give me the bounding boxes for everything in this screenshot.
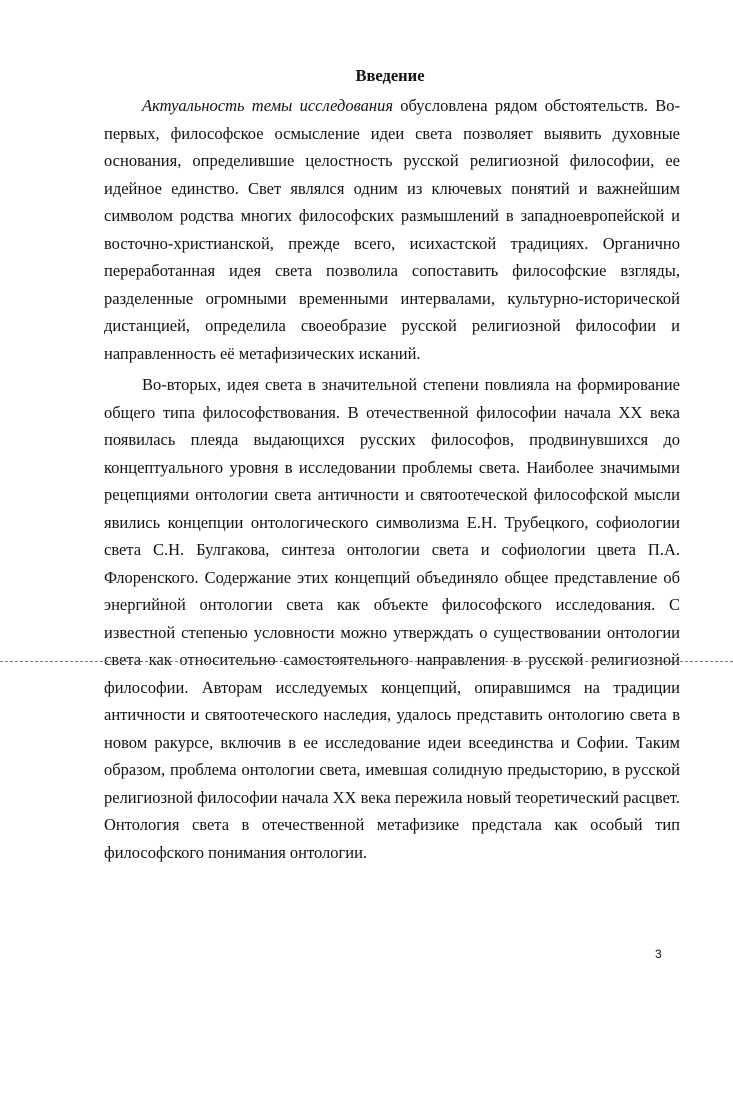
body-text xyxy=(104,92,680,866)
paragraph-1-text: обусловлена рядом обстоятельств. Во-первых, философское осмысление идеи света позволяет выявить духовные основания, определившие целостность русской религиозной философии, ее идейное единство. Свет являлся одним из ключевых понятий и важнейшим символом родства многих философских размышлений в западноевропейской и восточно-христианской, прежде всего, исихастской традициях. Органично переработанная идея света позволила сопоставить философские взгляды, разделенные огромными временными интервалами, культурно-исторической дистанцией, определила своеобразие русской религиозной философии и направленность её метафизических исканий. xyxy=(104,96,680,363)
paragraph-1-lead: Актуальность темы исследования xyxy=(142,96,394,115)
scan-dashed-line xyxy=(0,661,733,662)
section-heading: Введение xyxy=(355,66,425,85)
paragraph-2: Во-вторых, идея света в значительной степени повлияла на формирование общего типа философствования. В отечественной философии начала XX века появилась плеяда выдающихся русских философов, продвинувшихся до концептуального уровня в исследовании проблемы света. Наиболее значимыми рецепциями онтологии света античности и святоотеческой философской мысли явились концепции онтологического символизма Е.Н. Трубецкого, софиологии света С.Н. Булгакова, синтеза онтологии света и софиологии цвета П.А. Флоренского. Содержание этих концепций объединяло общее представление об энергийной онтологии света как объекте философского исследования. С известной степенью условности можно утверждать о существовании онтологии света как относительно самостоятельного направления в русской религиозной философии. Авторам исследуемых концепций, опиравшимся на традиции античности и святоотеческого наследия, удалось представить онтологию света в новом ракурсе, включив в ее исследование идеи всеединства и Софии. Таким образом, проблема онтологии света, имевшая солидную предысторию, в русской религиозной философии начала XX века пережила новый теоретический расцвет. Онтология света в отечественной метафизике предстала как особый тип философского понимания онтологии. xyxy=(104,375,680,862)
page-number: 3 xyxy=(655,947,662,961)
paragraph-1 xyxy=(104,92,680,367)
